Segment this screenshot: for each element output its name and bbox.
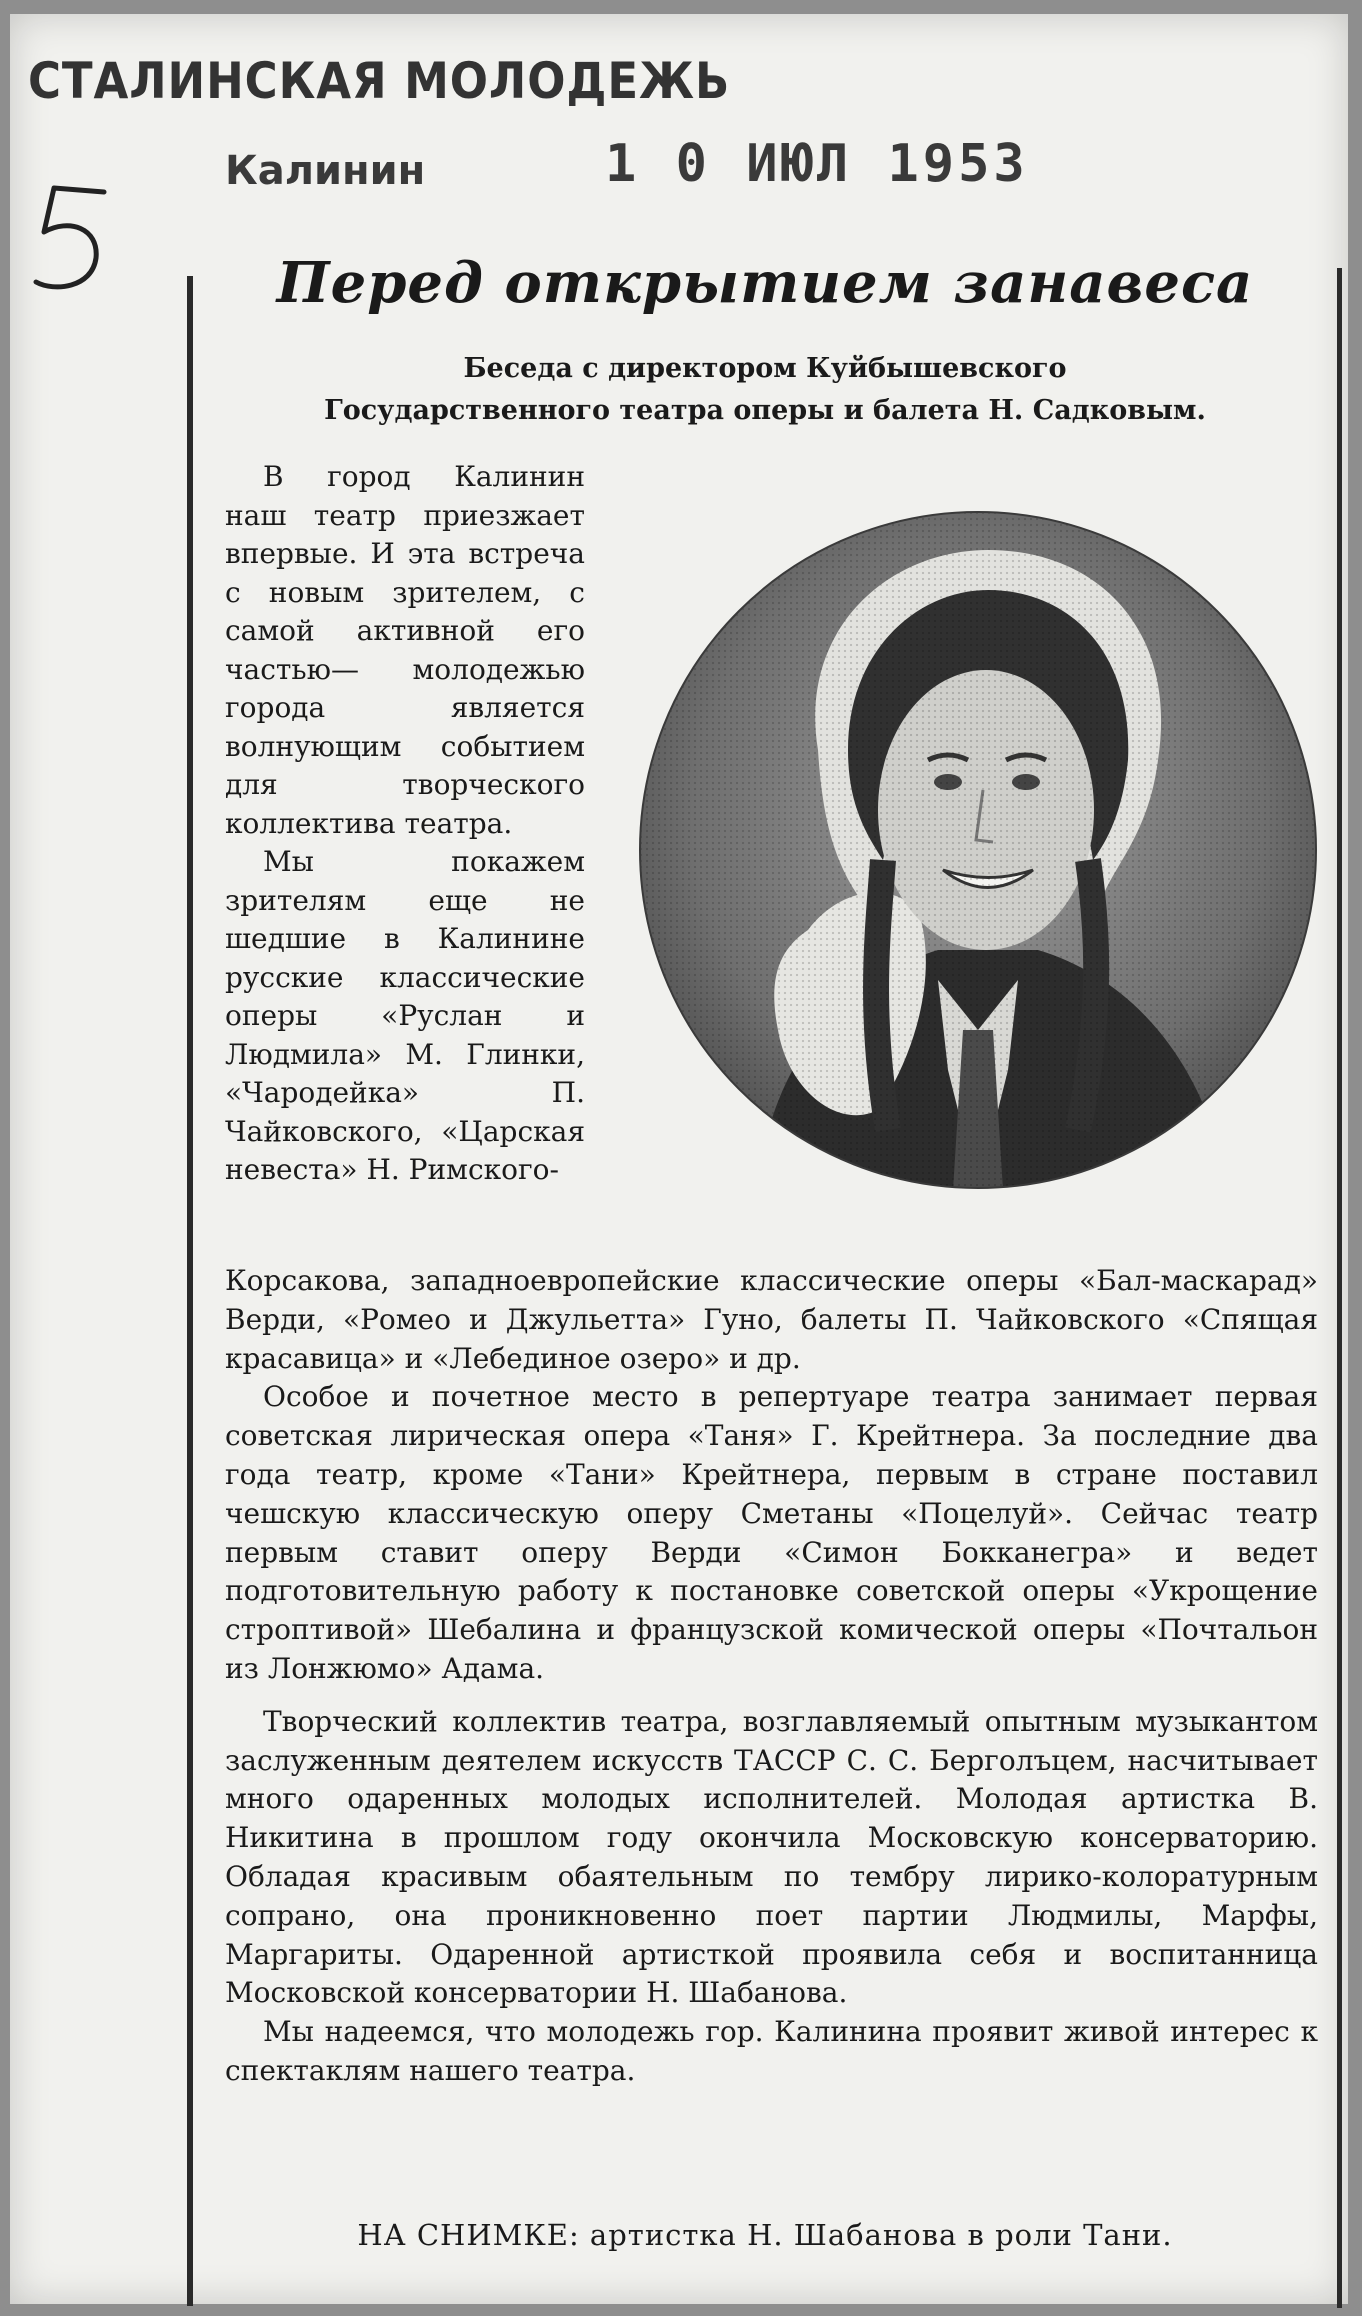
wide-column-text bbox=[225, 1262, 1318, 2091]
photo-caption: НА СНИМКЕ: артистка Н. Шабанова в роли Тани. bbox=[357, 2218, 1173, 2252]
paragraph-repertoire-start: Мы покажем зрителям еще не шедшие в Калинине русские классические оперы «Руслан и Людмила» М. Глинки, «Чародейка» П. Чайковского, «Царская невеста» Н. Римского- bbox=[225, 845, 585, 1186]
paragraph-repertoire-continued: Корсакова, западноевропейские классические оперы «Бал-маскарад» Верди, «Ромео и Джульетта» Гуно, балеты П. Чайковского «Спящая красавица» и «Лебединое озеро» и др. bbox=[225, 1264, 1318, 1375]
paragraph-collective: Творческий коллектив театра, возглавляемый опытным музыкантом заслуженным деятелем искусств ТАССР С. С. Берголъцем, насчитывает много одаренных молодых исполнителей. Молодая артистка В. Никитина в прошлом году окончила Московскую консерваторию. Обладая красивым обаятельным по тембру лирико-колоратурным сопрано, она проникновенно поет партии Людмилы, Марфы, Маргариты. Одаренной артисткой проявила себя и воспитанница Московской консерватории Н. Шабанова. bbox=[225, 1704, 1318, 2010]
narrow-column-text bbox=[225, 458, 585, 1190]
article-frame-left-rule bbox=[187, 276, 193, 2306]
portrait-photo bbox=[638, 510, 1318, 1190]
newspaper-masthead: СТАЛИНСКАЯ МОЛОДЕЖЬ bbox=[28, 52, 731, 110]
subtitle-line-2: Государственного театра оперы и балета Н. Садковым. bbox=[324, 395, 1206, 426]
article-subtitle bbox=[200, 348, 1330, 432]
paragraph-soviet-opera: Особое и почетное место в репертуаре театра занимает первая советская лирическая опера «Таня» Г. Крейтнера. За последние два года театр, кроме «Тани» Крейтнера, первым в стране поставил чешскую классическую оперу Сметаны «Поцелуй». Сейчас театр первым ставит оперу Верди «Симон Бокканегра» и ведет подготовительную работу к постановке советской оперы «Укрощение строптивой» Шебалина и французской комической оперы «Почтальон из Лонжюмо» Адама. bbox=[225, 1380, 1318, 1685]
subtitle-line-1: Беседа с директором Куйбышевского bbox=[463, 353, 1067, 384]
city-stamp: Калинин bbox=[225, 148, 426, 194]
handwritten-number-mark bbox=[24, 170, 114, 300]
article-frame-right-rule bbox=[1337, 268, 1342, 2308]
article-title: Перед открытием занавеса bbox=[276, 250, 1254, 316]
paragraph-closing: Мы надеемся, что молодежь гор. Калинина проявит живой интерес к спектаклям нашего театра. bbox=[225, 2015, 1318, 2087]
paragraph-intro: В город Калинин наш театр приезжает впервые. И эта встреча с новым зрителем, с самой активной его частью— молодежью города является волнующим событием для творческого коллектива театра. bbox=[225, 460, 585, 840]
date-stamp: 1 0 ИЮЛ 1953 bbox=[605, 134, 1029, 194]
